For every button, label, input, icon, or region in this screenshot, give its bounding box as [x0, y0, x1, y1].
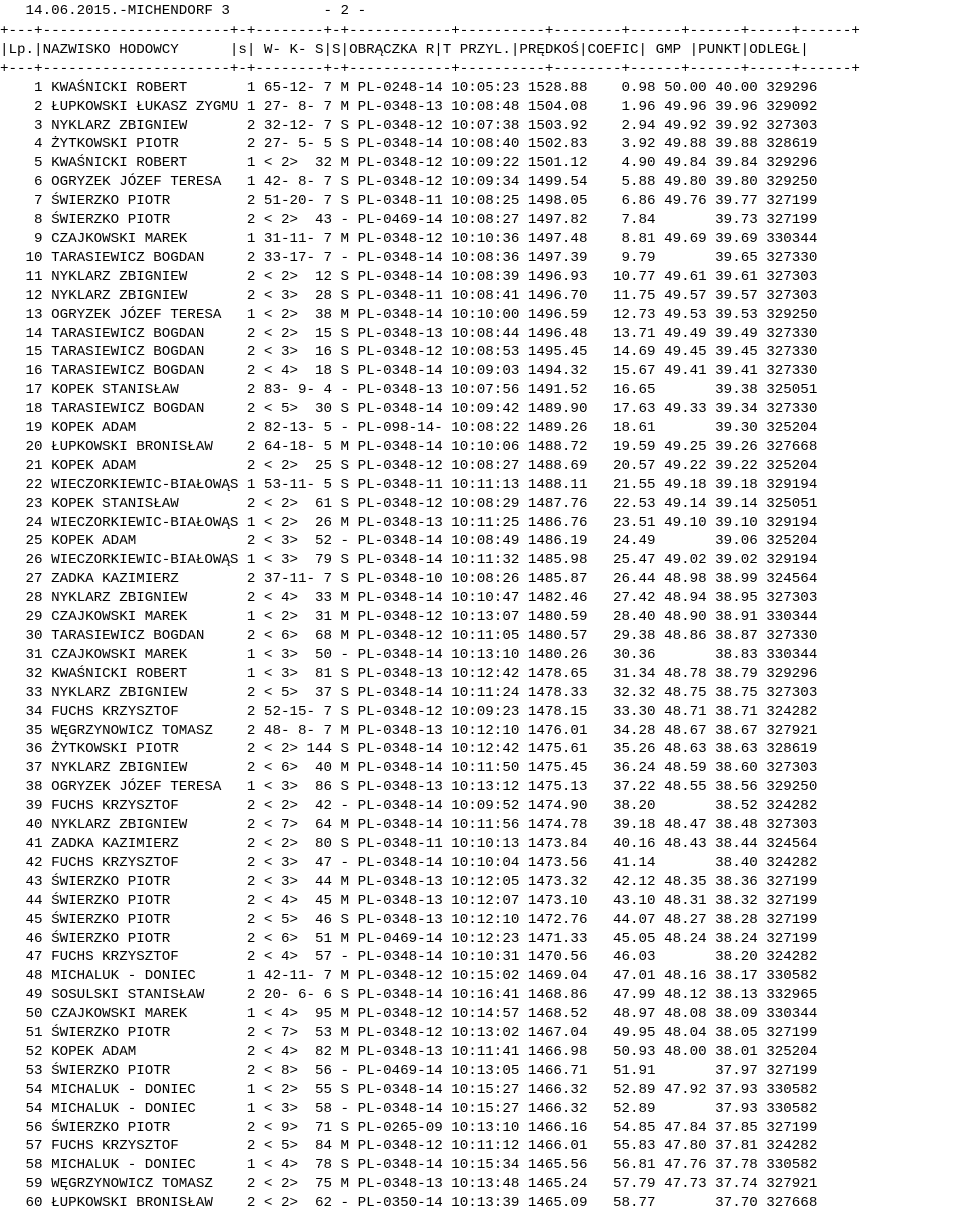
table-row: 21 KOPEK ADAM 2 < 2> 25 S PL-0348-12 10:08:27 1488.69 20.57 49.22 39.22 325204	[0, 457, 818, 474]
table-row: 30 TARASIEWICZ BOGDAN 2 < 6> 68 M PL-0348-12 10:11:05 1480.57 29.38 48.86 38.87 327330	[0, 628, 818, 644]
table-row: 16 TARASIEWICZ BOGDAN 2 < 4> 18 S PL-0348-14 10:09:03 1494.32 15.67 49.41 39.41 327330	[0, 363, 818, 380]
table-row: 23 KOPEK STANISŁAW 2 < 2> 61 S PL-0348-12 10:08:29 1487.76 22.53 49.14 39.14 325051	[0, 495, 818, 512]
table-row: 42 FUCHS KRZYSZTOF 2 < 3> 47 - PL-0348-14 10:10:04 1473.56 41.14 38.40 324282	[0, 854, 818, 871]
table-row: 51 ŚWIERZKO PIOTR 2 < 7> 53 M PL-0348-12 10:13:02 1467.04 49.95 48.04 38.05 327199	[0, 1025, 818, 1042]
table-row: 56 ŚWIERZKO PIOTR 2 < 9> 71 S PL-0265-09 10:13:10 1466.16 54.85 47.84 37.85 327199	[0, 1119, 818, 1136]
table-row: 8 ŚWIERZKO PIOTR 2 < 2> 43 - PL-0469-14 10:08:27 1497.82 7.84 39.73 327199	[0, 212, 818, 229]
table-row: 43 ŚWIERZKO PIOTR 2 < 3> 44 M PL-0348-13 10:12:05 1473.32 42.12 48.35 38.36 327199	[0, 873, 818, 890]
table-row: 57 FUCHS KRZYSZTOF 2 < 5> 84 M PL-0348-12 10:11:12 1466.01 55.83 47.80 37.81 324282	[0, 1138, 818, 1155]
table-row: 32 KWAŚNICKI ROBERT 1 < 3> 81 S PL-0348-13 10:12:42 1478.65 31.34 48.78 38.79 329296	[0, 665, 818, 682]
table-row: 54 MICHALUK - DONIEC 1 < 3> 58 - PL-0348-14 10:15:27 1466.32 52.89 37.93 330582	[0, 1100, 818, 1117]
table-row: 37 NYKLARZ ZBIGNIEW 2 < 6> 40 M PL-0348-14 10:11:50 1475.45 36.24 48.59 38.60 327303	[0, 760, 818, 777]
table-row: 53 ŚWIERZKO PIOTR 2 < 8> 56 - PL-0469-14 10:13:05 1466.71 51.91 37.97 327199	[0, 1062, 818, 1079]
table-row: 27 ZADKA KAZIMIERZ 2 37-11- 7 S PL-0348-10 10:08:26 1485.87 26.44 48.98 38.99 324564	[0, 571, 818, 588]
table-row: 45 ŚWIERZKO PIOTR 2 < 5> 46 S PL-0348-13 10:12:10 1472.76 44.07 48.27 38.28 327199	[0, 911, 818, 928]
table-row: 59 WĘGRZYNOWICZ TOMASZ 2 < 2> 75 M PL-0348-13 10:13:48 1465.24 57.79 47.73 37.74 327921	[0, 1176, 818, 1193]
table-row: 17 KOPEK STANISŁAW 2 83- 9- 4 - PL-0348-13 10:07:56 1491.52 16.65 39.38 325051	[0, 382, 818, 399]
table-rule-top: +---+----------------------+-+--------+-+------------+----------+--------+------+------+-----+------+	[0, 23, 860, 39]
table-row: 14 TARASIEWICZ BOGDAN 2 < 2> 15 S PL-0348-13 10:08:44 1496.48 13.71 49.49 39.49 327330	[0, 325, 818, 342]
table-row: 29 CZAJKOWSKI MAREK 1 < 2> 31 M PL-0348-12 10:13:07 1480.59 28.40 48.90 38.91 330344	[0, 609, 818, 626]
table-row: 44 ŚWIERZKO PIOTR 2 < 4> 45 M PL-0348-13 10:12:07 1473.10 43.10 48.31 38.32 327199	[0, 892, 818, 909]
table-rule-bottom: +---+----------------------+-+--------+-+------------+----------+--------+------+------+-----+------+	[0, 60, 860, 77]
table-row: 24 WIECZORKIEWIC-BIAŁOWĄS 1 < 2> 26 M PL-0348-13 10:11:25 1486.76 23.51 49.10 39.10 329194	[0, 514, 818, 531]
table-row: 35 WĘGRZYNOWICZ TOMASZ 2 48- 8- 7 M PL-0348-13 10:12:10 1476.01 34.28 48.67 38.67 327921	[0, 722, 818, 739]
table-row: 19 KOPEK ADAM 2 82-13- 5 - PL-098-14- 10:08:22 1489.26 18.61 39.30 325204	[0, 420, 818, 437]
table-row: 13 OGRYZEK JÓZEF TERESA 1 < 2> 38 M PL-0348-14 10:10:00 1496.59 12.73 49.53 39.53 329250	[0, 306, 818, 323]
table-row: 60 ŁUPKOWSKI BRONISŁAW 2 < 2> 62 - PL-0350-14 10:13:39 1465.09 58.77 37.70 327668	[0, 1195, 818, 1212]
table-row: 18 TARASIEWICZ BOGDAN 2 < 5> 30 S PL-0348-14 10:09:42 1489.90 17.63 49.33 39.34 327330	[0, 401, 818, 418]
table-row: 34 FUCHS KRZYSZTOF 2 52-15- 7 S PL-0348-12 10:09:23 1478.15 33.30 48.71 38.71 324282	[0, 703, 818, 720]
table-column-header: |Lp.|NAZWISKO HODOWCY |s| W- K- S|S|OBRĄCZKA R|T PRZYL.|PRĘDKOŚ|COEFIC| GMP |PUNKT|ODLEGŁ|	[0, 41, 809, 58]
table-row: 6 OGRYZEK JÓZEF TERESA 1 42- 8- 7 S PL-0348-12 10:09:34 1499.54 5.88 49.80 39.80 329250	[0, 174, 818, 191]
table-row: 5 KWAŚNICKI ROBERT 1 < 2> 32 M PL-0348-12 10:09:22 1501.12 4.90 49.84 39.84 329296	[0, 155, 818, 172]
table-row: 22 WIECZORKIEWIC-BIAŁOWĄS 1 53-11- 5 S PL-0348-11 10:11:13 1488.11 21.55 49.18 39.18 329194	[0, 476, 818, 493]
table-row: 50 CZAJKOWSKI MAREK 1 < 4> 95 M PL-0348-12 10:14:57 1468.52 48.97 48.08 38.09 330344	[0, 1006, 818, 1023]
table-row: 36 ŻYTKOWSKI PIOTR 2 < 2> 144 S PL-0348-14 10:12:42 1475.61 35.26 48.63 38.63 328619	[0, 741, 818, 758]
table-row: 33 NYKLARZ ZBIGNIEW 2 < 5> 37 S PL-0348-14 10:11:24 1478.33 32.32 48.75 38.75 327303	[0, 684, 818, 701]
table-row: 39 FUCHS KRZYSZTOF 2 < 2> 42 - PL-0348-14 10:09:52 1474.90 38.20 38.52 324282	[0, 798, 818, 815]
table-row: 2 ŁUPKOWSKI ŁUKASZ ZYGMU 1 27- 8- 7 M PL-0348-13 10:08:48 1504.08 1.96 49.96 39.96 329092	[0, 98, 818, 115]
table-row: 48 MICHALUK - DONIEC 1 42-11- 7 M PL-0348-12 10:15:02 1469.04 47.01 48.16 38.17 330582	[0, 968, 818, 985]
table-row: 54 MICHALUK - DONIEC 1 < 2> 55 S PL-0348-14 10:15:27 1466.32 52.89 47.92 37.93 330582	[0, 1081, 818, 1098]
table-row: 38 OGRYZEK JÓZEF TERESA 1 < 3> 86 S PL-0348-13 10:13:12 1475.13 37.22 48.55 38.56 329250	[0, 779, 818, 796]
table-rows	[0, 79, 860, 1213]
table-row: 52 KOPEK ADAM 2 < 4> 82 M PL-0348-13 10:11:41 1466.98 50.93 48.00 38.01 325204	[0, 1043, 818, 1060]
table-row: 12 NYKLARZ ZBIGNIEW 2 < 3> 28 S PL-0348-11 10:08:41 1496.70 11.75 49.57 39.57 327303	[0, 287, 818, 304]
table-row: 46 ŚWIERZKO PIOTR 2 < 6> 51 M PL-0469-14 10:12:23 1471.33 45.05 48.24 38.24 327199	[0, 930, 818, 947]
table-row: 11 NYKLARZ ZBIGNIEW 2 < 2> 12 S PL-0348-14 10:08:39 1496.93 10.77 49.61 39.61 327303	[0, 268, 818, 285]
table-row: 31 CZAJKOWSKI MAREK 1 < 3> 50 - PL-0348-14 10:13:10 1480.26 30.36 38.83 330344	[0, 646, 818, 663]
table-row: 49 SOSULSKI STANISŁAW 2 20- 6- 6 S PL-0348-14 10:16:41 1468.86 47.99 48.12 38.13 332965	[0, 987, 818, 1004]
table-row: 28 NYKLARZ ZBIGNIEW 2 < 4> 33 M PL-0348-14 10:10:47 1482.46 27.42 48.94 38.95 327303	[0, 590, 818, 607]
page-header: 14.06.2015.-MICHENDORF 3 - 2 -	[0, 3, 367, 19]
table-row: 7 ŚWIERZKO PIOTR 2 51-20- 7 S PL-0348-11 10:08:25 1498.05 6.86 49.76 39.77 327199	[0, 193, 818, 210]
table-row: 25 KOPEK ADAM 2 < 3> 52 - PL-0348-14 10:08:49 1486.19 24.49 39.06 325204	[0, 533, 818, 550]
table-row: 20 ŁUPKOWSKI BRONISŁAW 2 64-18- 5 M PL-0348-14 10:10:06 1488.72 19.59 49.25 39.26 327668	[0, 438, 818, 455]
table-row: 41 ZADKA KAZIMIERZ 2 < 2> 80 S PL-0348-11 10:10:13 1473.84 40.16 48.43 38.44 324564	[0, 835, 818, 852]
table-row: 4 ŻYTKOWSKI PIOTR 2 27- 5- 5 S PL-0348-14 10:08:40 1502.83 3.92 49.88 39.88 328619	[0, 136, 818, 153]
table-row: 47 FUCHS KRZYSZTOF 2 < 4> 57 - PL-0348-14 10:10:31 1470.56 46.03 38.20 324282	[0, 949, 818, 966]
table-row: 9 CZAJKOWSKI MAREK 1 31-11- 7 M PL-0348-12 10:10:36 1497.48 8.81 49.69 39.69 330344	[0, 230, 818, 247]
table-row: 1 KWAŚNICKI ROBERT 1 65-12- 7 M PL-0248-14 10:05:23 1528.88 0.98 50.00 40.00 329296	[0, 79, 818, 96]
table-row: 58 MICHALUK - DONIEC 1 < 4> 78 S PL-0348-14 10:15:34 1465.56 56.81 47.76 37.78 330582	[0, 1157, 818, 1174]
table-row: 3 NYKLARZ ZBIGNIEW 2 32-12- 7 S PL-0348-12 10:07:38 1503.92 2.94 49.92 39.92 327303	[0, 117, 818, 134]
table-row: 10 TARASIEWICZ BOGDAN 2 33-17- 7 - PL-0348-14 10:08:36 1497.39 9.79 39.65 327330	[0, 249, 818, 266]
table-row: 26 WIECZORKIEWIC-BIAŁOWĄS 1 < 3> 79 S PL-0348-14 10:11:32 1485.98 25.47 49.02 39.02 329194	[0, 552, 818, 569]
table-row: 40 NYKLARZ ZBIGNIEW 2 < 7> 64 M PL-0348-14 10:11:56 1474.78 39.18 48.47 38.48 327303	[0, 817, 818, 834]
results-table	[0, 22, 860, 1213]
table-row: 15 TARASIEWICZ BOGDAN 2 < 3> 16 S PL-0348-12 10:08:53 1495.45 14.69 49.45 39.45 327330	[0, 344, 818, 361]
